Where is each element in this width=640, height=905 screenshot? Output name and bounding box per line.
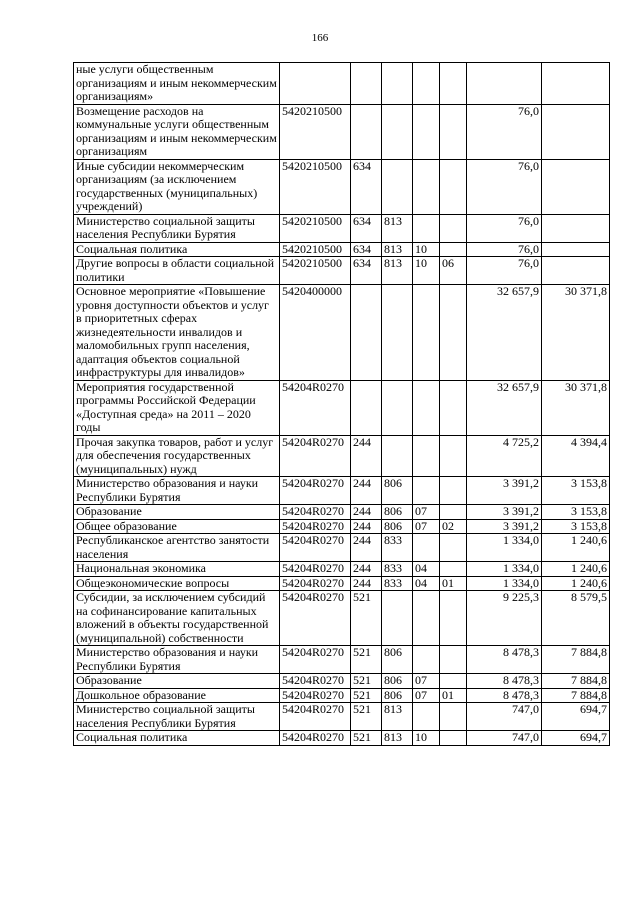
row-code-cell: 54204R0270 bbox=[280, 505, 351, 520]
row-subsection-cell bbox=[440, 242, 467, 257]
row-amount-year2-cell: 1 240,6 bbox=[542, 534, 610, 562]
row-code-cell: 5420210500 bbox=[280, 104, 351, 159]
row-subsection-cell bbox=[440, 534, 467, 562]
row-amount-year1-cell: 8 478,3 bbox=[467, 646, 542, 674]
row-administrator-cell: 813 bbox=[382, 257, 413, 285]
row-amount-year2-cell: 30 371,8 bbox=[542, 285, 610, 381]
row-name-cell: Национальная экономика bbox=[74, 562, 280, 577]
row-expense-type-cell bbox=[351, 104, 382, 159]
row-name-cell: Министерство образования и науки Республики Бурятия bbox=[74, 477, 280, 505]
table-row bbox=[74, 214, 610, 242]
row-subsection-cell: 01 bbox=[440, 688, 467, 703]
row-subsection-cell bbox=[440, 285, 467, 381]
row-administrator-cell: 806 bbox=[382, 646, 413, 674]
row-section-cell bbox=[413, 285, 440, 381]
row-section-cell bbox=[413, 214, 440, 242]
row-name-cell: Общее образование bbox=[74, 519, 280, 534]
row-amount-year2-cell: 8 579,5 bbox=[542, 591, 610, 646]
row-administrator-cell bbox=[382, 285, 413, 381]
row-expense-type-cell: 244 bbox=[351, 505, 382, 520]
row-code-cell: 54204R0270 bbox=[280, 703, 351, 731]
row-expense-type-cell: 634 bbox=[351, 257, 382, 285]
row-amount-year2-cell bbox=[542, 159, 610, 214]
row-code-cell: 54204R0270 bbox=[280, 731, 351, 746]
row-section-cell: 04 bbox=[413, 562, 440, 577]
row-subsection-cell bbox=[440, 591, 467, 646]
row-administrator-cell bbox=[382, 159, 413, 214]
row-amount-year1-cell: 32 657,9 bbox=[467, 380, 542, 435]
row-subsection-cell bbox=[440, 435, 467, 477]
row-section-cell bbox=[413, 159, 440, 214]
row-code-cell: 54204R0270 bbox=[280, 591, 351, 646]
row-name-cell: ные услуги общественным организациям и иным некоммерческим организациям» bbox=[74, 63, 280, 105]
row-administrator-cell: 813 bbox=[382, 242, 413, 257]
row-amount-year2-cell: 1 240,6 bbox=[542, 576, 610, 591]
row-name-cell: Республиканское агентство занятости населения bbox=[74, 534, 280, 562]
row-amount-year2-cell: 7 884,8 bbox=[542, 688, 610, 703]
row-section-cell bbox=[413, 104, 440, 159]
row-section-cell bbox=[413, 646, 440, 674]
row-amount-year1-cell: 76,0 bbox=[467, 214, 542, 242]
row-subsection-cell bbox=[440, 703, 467, 731]
table-row bbox=[74, 576, 610, 591]
row-expense-type-cell: 634 bbox=[351, 214, 382, 242]
row-administrator-cell: 813 bbox=[382, 703, 413, 731]
row-expense-type-cell: 521 bbox=[351, 591, 382, 646]
row-section-cell: 10 bbox=[413, 242, 440, 257]
budget-table bbox=[73, 62, 610, 746]
row-section-cell: 10 bbox=[413, 257, 440, 285]
row-subsection-cell: 01 bbox=[440, 576, 467, 591]
row-expense-type-cell: 634 bbox=[351, 242, 382, 257]
row-amount-year1-cell: 76,0 bbox=[467, 104, 542, 159]
row-amount-year2-cell: 694,7 bbox=[542, 731, 610, 746]
row-amount-year2-cell: 3 153,8 bbox=[542, 505, 610, 520]
row-amount-year2-cell bbox=[542, 257, 610, 285]
row-administrator-cell: 833 bbox=[382, 576, 413, 591]
table-row bbox=[74, 159, 610, 214]
row-code-cell: 54204R0270 bbox=[280, 435, 351, 477]
table-row bbox=[74, 505, 610, 520]
row-code-cell: 54204R0270 bbox=[280, 688, 351, 703]
row-expense-type-cell: 521 bbox=[351, 646, 382, 674]
row-expense-type-cell: 244 bbox=[351, 562, 382, 577]
row-amount-year1-cell: 76,0 bbox=[467, 242, 542, 257]
row-expense-type-cell: 521 bbox=[351, 731, 382, 746]
row-name-cell: Министерство социальной защиты населения Республики Бурятия bbox=[74, 214, 280, 242]
row-amount-year2-cell: 7 884,8 bbox=[542, 674, 610, 689]
row-subsection-cell: 06 bbox=[440, 257, 467, 285]
table-row bbox=[74, 257, 610, 285]
row-amount-year1-cell: 747,0 bbox=[467, 703, 542, 731]
row-amount-year1-cell: 747,0 bbox=[467, 731, 542, 746]
table-row bbox=[74, 242, 610, 257]
row-name-cell: Другие вопросы в области социальной политики bbox=[74, 257, 280, 285]
row-section-cell bbox=[413, 591, 440, 646]
table-row bbox=[74, 646, 610, 674]
row-expense-type-cell: 244 bbox=[351, 519, 382, 534]
row-administrator-cell bbox=[382, 435, 413, 477]
row-amount-year2-cell bbox=[542, 214, 610, 242]
row-administrator-cell: 833 bbox=[382, 534, 413, 562]
row-name-cell: Образование bbox=[74, 505, 280, 520]
row-administrator-cell: 806 bbox=[382, 688, 413, 703]
row-amount-year2-cell: 3 153,8 bbox=[542, 519, 610, 534]
row-section-cell: 04 bbox=[413, 576, 440, 591]
row-name-cell: Прочая закупка товаров, работ и услуг для обеспечения государственных (муниципальных) нужд bbox=[74, 435, 280, 477]
row-administrator-cell: 806 bbox=[382, 519, 413, 534]
row-amount-year2-cell bbox=[542, 104, 610, 159]
row-name-cell: Возмещение расходов на коммунальные услуги общественным организациям и иным некоммерческим организациям bbox=[74, 104, 280, 159]
row-administrator-cell: 806 bbox=[382, 674, 413, 689]
row-section-cell bbox=[413, 435, 440, 477]
row-subsection-cell bbox=[440, 214, 467, 242]
table-row bbox=[74, 731, 610, 746]
row-amount-year2-cell: 3 153,8 bbox=[542, 477, 610, 505]
table-row bbox=[74, 435, 610, 477]
table-row bbox=[74, 703, 610, 731]
row-amount-year1-cell bbox=[467, 63, 542, 105]
row-expense-type-cell: 244 bbox=[351, 435, 382, 477]
table-row bbox=[74, 688, 610, 703]
row-name-cell: Основное мероприятие «Повышение уровня доступности объектов и услуг в приоритетных сферах жизнедеятельности инвалидов и маломобильных групп населения, адаптация объектов социальной инфраструктуры для инвалидов» bbox=[74, 285, 280, 381]
row-expense-type-cell: 244 bbox=[351, 477, 382, 505]
row-name-cell: Субсидии, за исключением субсидий на софинансирование капитальных вложений в объекты государственной (муниципальной) собственности bbox=[74, 591, 280, 646]
row-code-cell: 54204R0270 bbox=[280, 562, 351, 577]
row-subsection-cell bbox=[440, 104, 467, 159]
row-code-cell: 5420210500 bbox=[280, 242, 351, 257]
row-amount-year2-cell bbox=[542, 242, 610, 257]
row-code-cell: 54204R0270 bbox=[280, 646, 351, 674]
row-code-cell: 54204R0270 bbox=[280, 477, 351, 505]
row-expense-type-cell: 521 bbox=[351, 674, 382, 689]
row-section-cell bbox=[413, 63, 440, 105]
row-amount-year1-cell: 32 657,9 bbox=[467, 285, 542, 381]
table-row bbox=[74, 534, 610, 562]
row-subsection-cell bbox=[440, 477, 467, 505]
row-section-cell bbox=[413, 703, 440, 731]
row-administrator-cell bbox=[382, 104, 413, 159]
row-amount-year2-cell: 4 394,4 bbox=[542, 435, 610, 477]
row-amount-year2-cell: 7 884,8 bbox=[542, 646, 610, 674]
row-amount-year1-cell: 1 334,0 bbox=[467, 576, 542, 591]
row-expense-type-cell: 521 bbox=[351, 688, 382, 703]
row-amount-year1-cell: 8 478,3 bbox=[467, 674, 542, 689]
row-section-cell: 07 bbox=[413, 519, 440, 534]
row-code-cell: 54204R0270 bbox=[280, 576, 351, 591]
row-code-cell: 5420210500 bbox=[280, 214, 351, 242]
row-subsection-cell bbox=[440, 380, 467, 435]
row-name-cell: Министерство образования и науки Республики Бурятия bbox=[74, 646, 280, 674]
table-row bbox=[74, 63, 610, 105]
row-name-cell: Министерство социальной защиты населения Республики Бурятия bbox=[74, 703, 280, 731]
row-code-cell bbox=[280, 63, 351, 105]
row-administrator-cell: 806 bbox=[382, 505, 413, 520]
row-amount-year1-cell: 1 334,0 bbox=[467, 562, 542, 577]
row-subsection-cell bbox=[440, 731, 467, 746]
row-section-cell: 10 bbox=[413, 731, 440, 746]
row-code-cell: 5420210500 bbox=[280, 159, 351, 214]
row-subsection-cell bbox=[440, 159, 467, 214]
row-expense-type-cell bbox=[351, 63, 382, 105]
row-subsection-cell: 02 bbox=[440, 519, 467, 534]
row-amount-year1-cell: 9 225,3 bbox=[467, 591, 542, 646]
page-number: 166 bbox=[311, 32, 329, 44]
row-subsection-cell bbox=[440, 646, 467, 674]
table-row bbox=[74, 477, 610, 505]
row-amount-year2-cell: 1 240,6 bbox=[542, 562, 610, 577]
table-row bbox=[74, 380, 610, 435]
row-name-cell: Социальная политика bbox=[74, 731, 280, 746]
row-expense-type-cell: 244 bbox=[351, 534, 382, 562]
row-code-cell: 54204R0270 bbox=[280, 674, 351, 689]
row-name-cell: Иные субсидии некоммерческим организациям (за исключением государственных (муниципальных) учреждений) bbox=[74, 159, 280, 214]
row-section-cell: 07 bbox=[413, 505, 440, 520]
row-section-cell bbox=[413, 380, 440, 435]
row-administrator-cell: 813 bbox=[382, 731, 413, 746]
row-administrator-cell: 813 bbox=[382, 214, 413, 242]
table-row bbox=[74, 591, 610, 646]
table-row bbox=[74, 519, 610, 534]
row-code-cell: 54204R0270 bbox=[280, 519, 351, 534]
row-subsection-cell bbox=[440, 562, 467, 577]
row-amount-year2-cell bbox=[542, 63, 610, 105]
row-expense-type-cell: 521 bbox=[351, 703, 382, 731]
row-amount-year1-cell: 3 391,2 bbox=[467, 519, 542, 534]
row-subsection-cell bbox=[440, 63, 467, 105]
row-administrator-cell bbox=[382, 63, 413, 105]
table-row bbox=[74, 674, 610, 689]
table-row bbox=[74, 285, 610, 381]
row-section-cell: 07 bbox=[413, 688, 440, 703]
row-subsection-cell bbox=[440, 505, 467, 520]
row-code-cell: 54204R0270 bbox=[280, 380, 351, 435]
row-amount-year1-cell: 3 391,2 bbox=[467, 505, 542, 520]
row-code-cell: 5420400000 bbox=[280, 285, 351, 381]
row-administrator-cell bbox=[382, 380, 413, 435]
row-administrator-cell: 806 bbox=[382, 477, 413, 505]
row-amount-year1-cell: 76,0 bbox=[467, 159, 542, 214]
row-amount-year2-cell: 30 371,8 bbox=[542, 380, 610, 435]
row-name-cell: Дошкольное образование bbox=[74, 688, 280, 703]
row-expense-type-cell: 634 bbox=[351, 159, 382, 214]
row-section-cell bbox=[413, 534, 440, 562]
row-amount-year1-cell: 3 391,2 bbox=[467, 477, 542, 505]
row-amount-year1-cell: 8 478,3 bbox=[467, 688, 542, 703]
row-name-cell: Образование bbox=[74, 674, 280, 689]
row-code-cell: 5420210500 bbox=[280, 257, 351, 285]
row-section-cell: 07 bbox=[413, 674, 440, 689]
row-administrator-cell: 833 bbox=[382, 562, 413, 577]
row-amount-year1-cell: 4 725,2 bbox=[467, 435, 542, 477]
row-name-cell: Мероприятия государственной программы Российской Федерации «Доступная среда» на 2011 – 2020 годы bbox=[74, 380, 280, 435]
row-expense-type-cell bbox=[351, 380, 382, 435]
row-name-cell: Социальная политика bbox=[74, 242, 280, 257]
table-row bbox=[74, 104, 610, 159]
row-expense-type-cell: 244 bbox=[351, 576, 382, 591]
row-expense-type-cell bbox=[351, 285, 382, 381]
row-amount-year1-cell: 76,0 bbox=[467, 257, 542, 285]
row-amount-year1-cell: 1 334,0 bbox=[467, 534, 542, 562]
row-section-cell bbox=[413, 477, 440, 505]
row-subsection-cell bbox=[440, 674, 467, 689]
row-administrator-cell bbox=[382, 591, 413, 646]
row-amount-year2-cell: 694,7 bbox=[542, 703, 610, 731]
row-name-cell: Общеэкономические вопросы bbox=[74, 576, 280, 591]
table-row bbox=[74, 562, 610, 577]
row-code-cell: 54204R0270 bbox=[280, 534, 351, 562]
